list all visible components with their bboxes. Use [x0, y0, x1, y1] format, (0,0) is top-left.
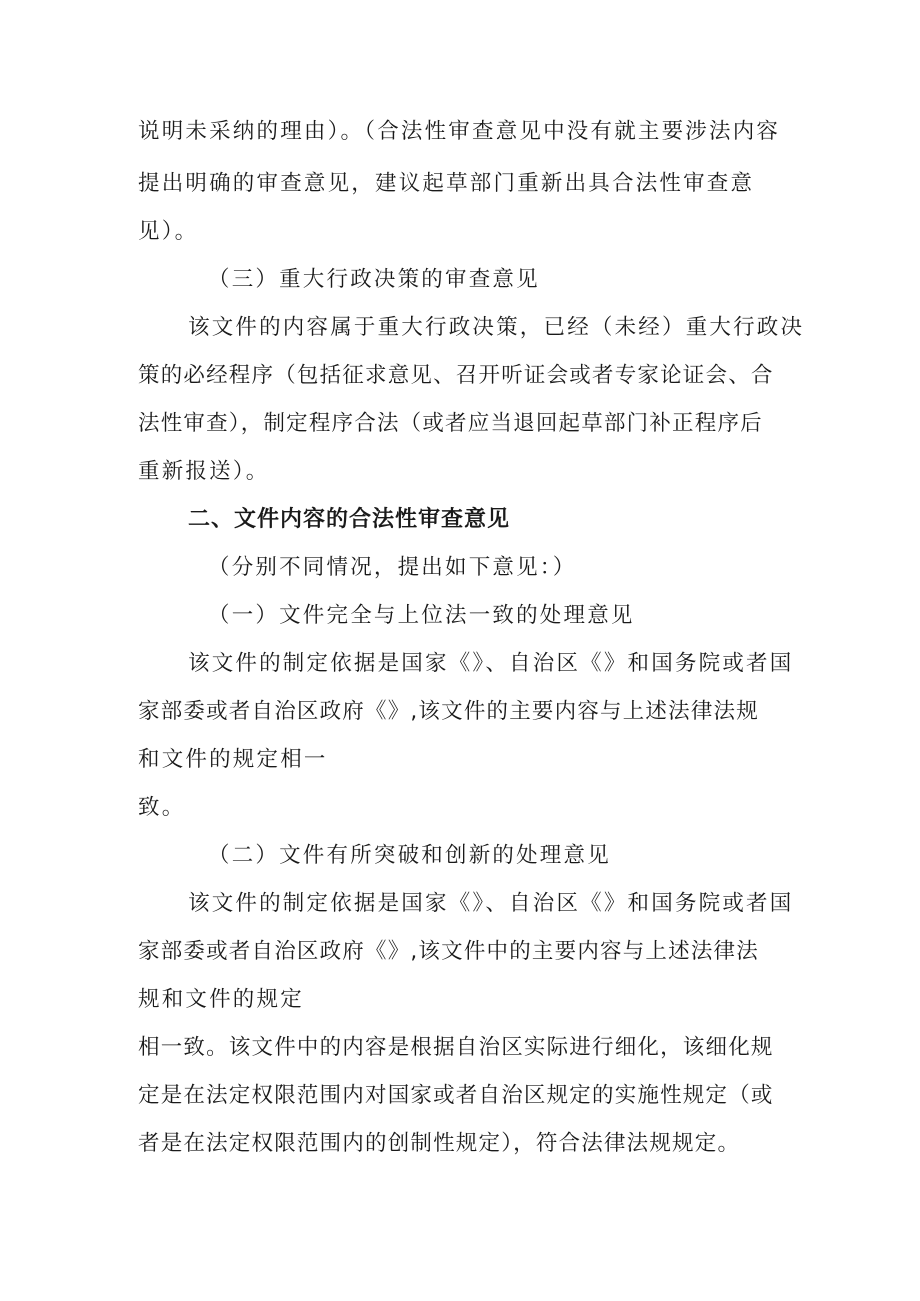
paragraph-line: 策的必经程序（包括征求意见、召开听证会或者专家论证会、合 [138, 363, 774, 388]
paragraph-line: 定是在法定权限范围内对国家或者自治区规定的实施性规定（或 [138, 1083, 774, 1108]
paragraph-line: 家部委或者自治区政府《》,该文件中的主要内容与上述法律法 [138, 939, 759, 964]
paragraph-line: 规和文件的规定 [138, 987, 304, 1012]
paragraph-line: 该文件的内容属于重大行政决策，已经（未经）重大行政决 [188, 315, 805, 340]
paragraph-line: 提出明确的审查意见，建议起草部门重新出具合法性审查意 [138, 171, 755, 196]
paragraph-line: 者是在法定权限范围内的创制性规定），符合法律法规规定。 [138, 1131, 741, 1156]
paragraph-line: 家部委或者自治区政府《》,该文件的主要内容与上述法律法规 [138, 699, 759, 724]
subsection-heading-1: （一）文件完全与上位法一致的处理意见 [208, 603, 635, 628]
section-heading-3: （三）重大行政决策的审查意见 [208, 267, 540, 292]
instruction-line: （分别不同情况，提出如下意见：） [208, 555, 577, 580]
subsection-heading-2: （二）文件有所突破和创新的处理意见 [208, 843, 611, 868]
paragraph-line: 重新报送）。 [138, 459, 270, 484]
paragraph-line: 说明未采纳的理由）。（合法性审查意见中没有就主要涉法内容 [138, 119, 781, 144]
paragraph-line: 该文件的制定依据是国家《》、自治区《》和国务院或者国 [188, 651, 794, 676]
main-heading-2: 二、文件内容的合法性审查意见 [188, 507, 511, 532]
paragraph-line: 致。 [138, 795, 186, 820]
paragraph-line: 和文件的规定相一 [138, 747, 328, 772]
paragraph-line: 见）。 [138, 219, 199, 244]
paragraph-line: 该文件的制定依据是国家《》、自治区《》和国务院或者国 [188, 891, 794, 916]
paragraph-line: 法性审查），制定程序合法（或者应当退回起草部门补正程序后 [138, 411, 763, 436]
paragraph-line: 相一致。该文件中的内容是根据自治区实际进行细化，该细化规 [138, 1035, 774, 1060]
